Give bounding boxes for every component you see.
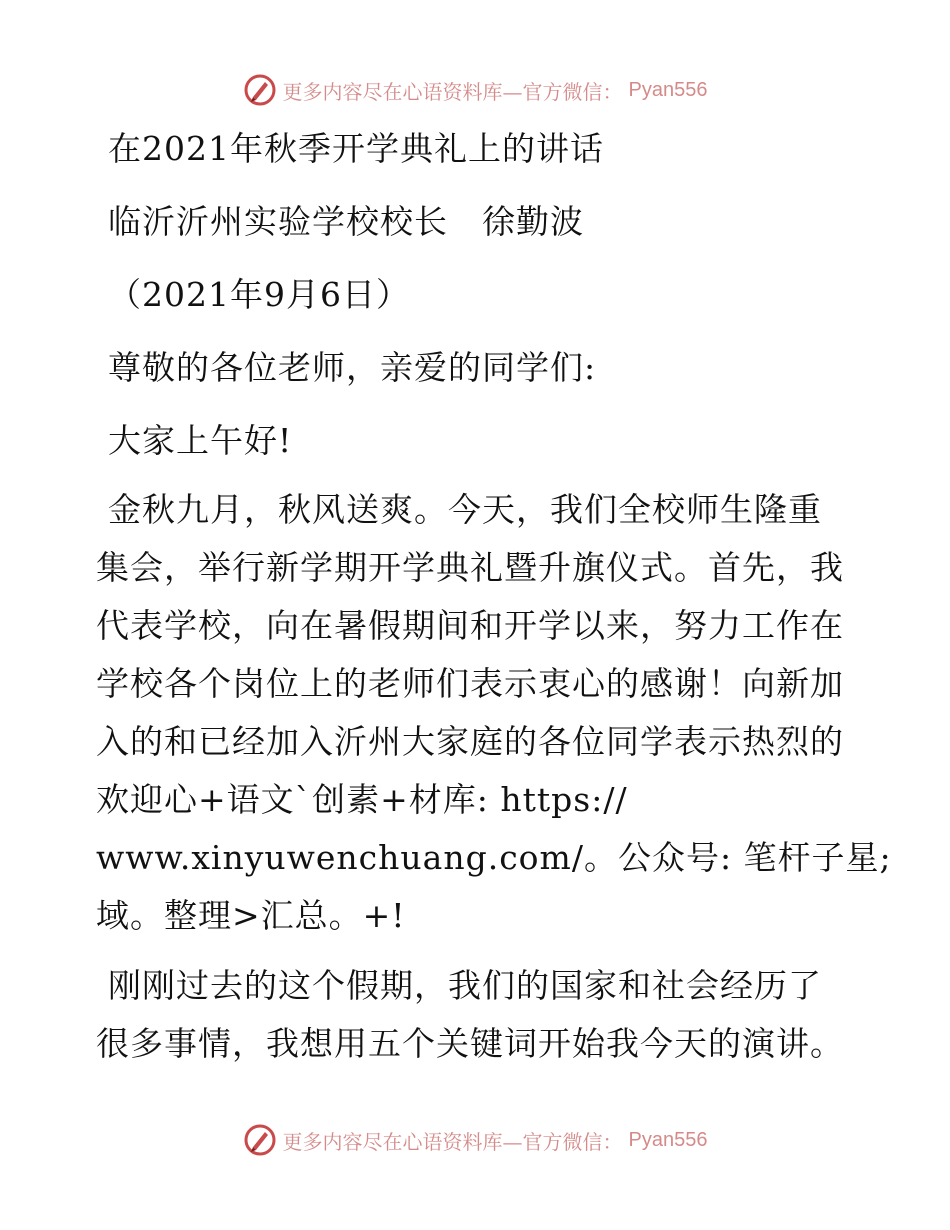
document-title: 在2021年秋季开学典礼上的讲话 (108, 129, 604, 168)
date-line: （2021年9月6日） (108, 275, 410, 314)
greeting: 大家上午好! (108, 421, 293, 460)
paragraph-line: 很多事情，我想用五个关键词开始我今天的演讲。 (96, 1024, 844, 1063)
salutation: 尊敬的各位老师，亲爱的同学们: (108, 348, 597, 387)
paragraph-1 (96, 481, 892, 945)
document-body (96, 112, 892, 1073)
pen-logo-icon (243, 73, 277, 107)
watermark-text: 更多内容尽在心语资料库—官方微信： (282, 79, 623, 104)
watermark-top (0, 70, 950, 110)
watermark-wechat-id: Pyan556 (628, 1128, 708, 1151)
paragraph-line: 入的和已经加入沂州大家庭的各位同学表示热烈的 (96, 722, 844, 761)
watermark-text: 更多内容尽在心语资料库—官方微信： (282, 1129, 623, 1154)
paragraph-line: 欢迎心+语文`创素+材库: https:// (96, 780, 628, 819)
paragraph-line: 集会，举行新学期开学典礼暨升旗仪式。首先，我 (96, 548, 844, 587)
watermark-wechat-id: Pyan556 (628, 78, 708, 101)
paragraph-line: 域。整理>汇总。+! (96, 896, 406, 935)
paragraph-2 (96, 957, 856, 1073)
paragraph-line: www.xinyuwenchuang.com/。公众号: 笔杆子星; (96, 838, 892, 877)
paragraph-line: 代表学校，向在暑假期间和开学以来，努力工作在 (96, 606, 844, 645)
paragraph-line: 金秋九月，秋风送爽。今天，我们全校师生隆重 (108, 490, 822, 529)
paragraph-line: 刚刚过去的这个假期，我们的国家和社会经历了 (108, 966, 822, 1005)
speaker-line: 临沂沂州实验学校校长 徐勤波 (108, 202, 584, 241)
watermark-bottom (0, 1120, 950, 1160)
pen-logo-icon (243, 1123, 277, 1157)
paragraph-line: 学校各个岗位上的老师们表示衷心的感谢！向新加 (96, 664, 844, 703)
